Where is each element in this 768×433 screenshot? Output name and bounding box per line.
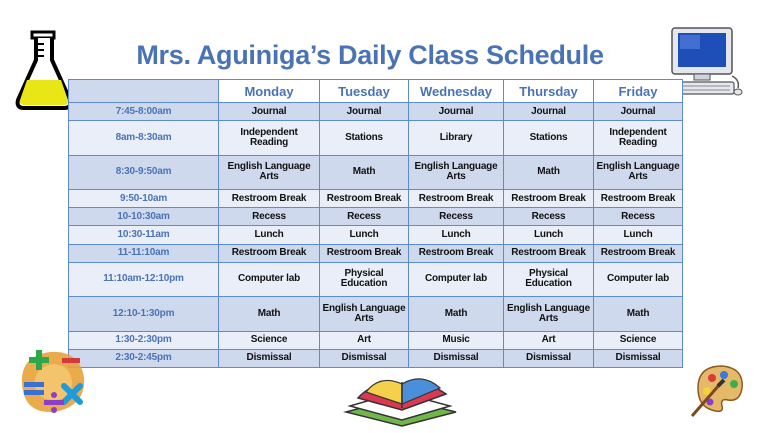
table-row	[69, 226, 683, 244]
activity-cell: Journal	[409, 103, 504, 121]
day-header: Monday	[219, 80, 320, 103]
time-cell: 12:10-1:30pm	[69, 297, 219, 332]
activity-cell: Science	[594, 331, 683, 349]
time-cell: 8:30-9:50am	[69, 155, 219, 190]
activity-cell: Art	[320, 331, 409, 349]
activity-cell: Restroom Break	[594, 190, 683, 208]
activity-cell: Recess	[320, 208, 409, 226]
table-row	[69, 121, 683, 156]
activity-cell: Restroom Break	[504, 244, 594, 262]
activity-cell: Math	[219, 297, 320, 332]
activity-cell: English Language Arts	[219, 155, 320, 190]
day-header: Tuesday	[320, 80, 409, 103]
time-cell: 1:30-2:30pm	[69, 331, 219, 349]
activity-cell: Independent Reading	[219, 121, 320, 156]
activity-cell: Computer lab	[594, 262, 683, 297]
table-row	[69, 155, 683, 190]
activity-cell: English Language Arts	[504, 297, 594, 332]
activity-cell: Recess	[594, 208, 683, 226]
activity-cell: Math	[504, 155, 594, 190]
activity-cell: English Language Arts	[594, 155, 683, 190]
activity-cell: Restroom Break	[504, 190, 594, 208]
schedule-table	[68, 79, 683, 368]
math-symbols-icon	[14, 344, 94, 418]
time-cell: 10-10:30am	[69, 208, 219, 226]
table-row	[69, 244, 683, 262]
activity-cell: Science	[219, 331, 320, 349]
activity-cell: Library	[409, 121, 504, 156]
activity-cell: Physical Education	[504, 262, 594, 297]
activity-cell: Lunch	[409, 226, 504, 244]
activity-cell: Journal	[504, 103, 594, 121]
activity-cell: Restroom Break	[409, 190, 504, 208]
day-header: Thursday	[504, 80, 594, 103]
activity-cell: Dismissal	[504, 349, 594, 367]
day-header: Friday	[594, 80, 683, 103]
activity-cell: Recess	[504, 208, 594, 226]
activity-cell: Lunch	[504, 226, 594, 244]
paint-palette-icon	[690, 358, 750, 418]
activity-cell: Restroom Break	[320, 190, 409, 208]
time-cell: 7:45-8:00am	[69, 103, 219, 121]
time-cell: 11:10am-12:10pm	[69, 262, 219, 297]
activity-cell: Restroom Break	[594, 244, 683, 262]
time-cell: 8am-8:30am	[69, 121, 219, 156]
activity-cell: Dismissal	[219, 349, 320, 367]
table-row	[69, 208, 683, 226]
activity-cell: Math	[320, 155, 409, 190]
activity-cell: Math	[409, 297, 504, 332]
activity-cell: English Language Arts	[320, 297, 409, 332]
activity-cell: Restroom Break	[409, 244, 504, 262]
activity-cell: Dismissal	[409, 349, 504, 367]
activity-cell: Lunch	[219, 226, 320, 244]
table-row	[69, 297, 683, 332]
activity-cell: Art	[504, 331, 594, 349]
table-row	[69, 190, 683, 208]
activity-cell: Dismissal	[594, 349, 683, 367]
activity-cell: Math	[594, 297, 683, 332]
activity-cell: English Language Arts	[409, 155, 504, 190]
day-header: Wednesday	[409, 80, 504, 103]
activity-cell: Lunch	[594, 226, 683, 244]
books-icon	[336, 368, 466, 428]
activity-cell: Computer lab	[409, 262, 504, 297]
table-row	[69, 331, 683, 349]
activity-cell: Stations	[320, 121, 409, 156]
activity-cell: Restroom Break	[320, 244, 409, 262]
table-row	[69, 103, 683, 121]
activity-cell: Restroom Break	[219, 190, 320, 208]
table-row	[69, 349, 683, 367]
activity-cell: Stations	[504, 121, 594, 156]
activity-cell: Independent Reading	[594, 121, 683, 156]
activity-cell: Physical Education	[320, 262, 409, 297]
activity-cell: Recess	[409, 208, 504, 226]
activity-cell: Journal	[594, 103, 683, 121]
activity-cell: Journal	[320, 103, 409, 121]
time-cell: 9:50-10am	[69, 190, 219, 208]
flask-icon	[14, 30, 74, 112]
activity-cell: Lunch	[320, 226, 409, 244]
page-title: Mrs. Aguiniga’s Daily Class Schedule	[136, 40, 604, 70]
activity-cell: Restroom Break	[219, 244, 320, 262]
time-cell: 11-11:10am	[69, 244, 219, 262]
table-row	[69, 262, 683, 297]
activity-cell: Dismissal	[320, 349, 409, 367]
header-row	[69, 80, 683, 103]
activity-cell: Computer lab	[219, 262, 320, 297]
corner-cell	[69, 80, 219, 103]
time-cell: 2:30-2:45pm	[69, 349, 219, 367]
activity-cell: Music	[409, 331, 504, 349]
activity-cell: Journal	[219, 103, 320, 121]
time-cell: 10:30-11am	[69, 226, 219, 244]
activity-cell: Recess	[219, 208, 320, 226]
